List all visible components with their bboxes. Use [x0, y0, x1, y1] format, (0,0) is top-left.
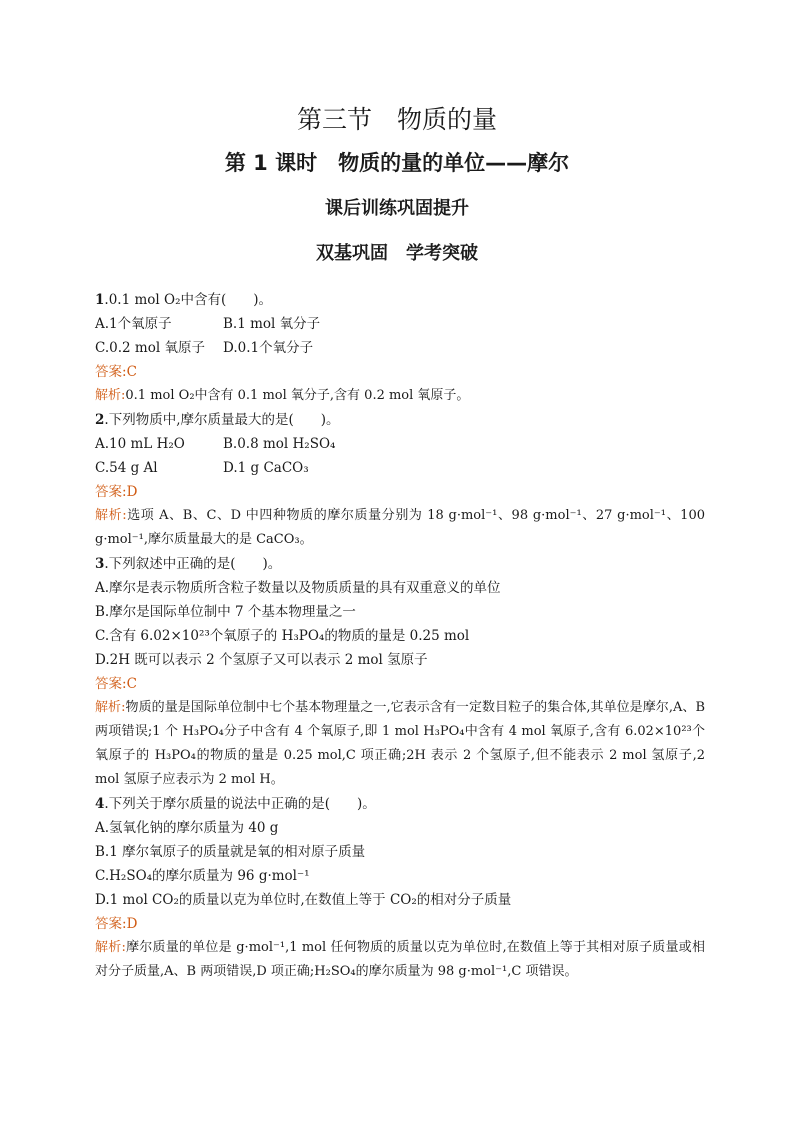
part-title: 双基巩固 学考突破 [316, 243, 478, 264]
answer-colon: : [122, 364, 127, 380]
answer-label: 答案 [95, 364, 122, 380]
subtitle: 课后训练巩固提升 [325, 198, 469, 219]
answer-colon: : [122, 676, 127, 692]
question-list [95, 288, 705, 984]
answer-value: D [126, 484, 138, 500]
answer-line [95, 912, 705, 936]
question-number: 4 [95, 796, 105, 812]
question-2 [95, 408, 705, 552]
option-a: A.10 mL H₂O [95, 436, 185, 452]
question-number: 2 [95, 412, 105, 428]
option-d: D.1 g CaCO₃ [223, 460, 309, 476]
option-d: D.0.1个氧分子 [223, 340, 314, 356]
question-3 [95, 552, 705, 792]
question-stem [95, 408, 705, 432]
option-b: B.0.8 mol H₂SO₄ [223, 436, 336, 452]
option-a: A.摩尔是表示物质所含粒子数量以及物质质量的具有双重意义的单位 [95, 580, 501, 596]
answer-value: C [126, 364, 137, 380]
question-stem [95, 552, 705, 576]
explanation [95, 384, 705, 408]
explanation-label: 解析 [95, 388, 122, 403]
explanation [95, 504, 705, 552]
question-text: .下列关于摩尔质量的说法中正确的是( )。 [104, 796, 376, 812]
option-c: C.0.2 mol 氧原子 [95, 340, 205, 356]
explanation-text: 选项 A、B、C、D 中四种物质的摩尔质量分别为 18 g·mol⁻¹、98 g·mol⁻¹、27 g·mol⁻¹、100 g·mol⁻¹,摩尔质量最大的是 CaCO₃。 [95, 508, 705, 547]
question-text: .下列叙述中正确的是( )。 [104, 556, 282, 572]
question-stem [95, 288, 705, 312]
option-a: A.1个氧原子 [95, 316, 172, 332]
option-row [95, 312, 705, 336]
question-number: 3 [95, 556, 105, 572]
question-4 [95, 792, 705, 984]
question-stem [95, 792, 705, 816]
option-c: C.54 g Al [95, 460, 158, 476]
explanation [95, 696, 705, 792]
answer-colon: : [122, 484, 127, 500]
explanation-colon: : [121, 388, 126, 403]
option-b: B.摩尔是国际单位制中 7 个基本物理量之一 [95, 604, 356, 620]
answer-value: C [126, 676, 137, 692]
answer-label: 答案 [95, 916, 122, 932]
section-title: 第三节 物质的量 [296, 105, 497, 134]
question-1 [95, 288, 705, 408]
answer-line [95, 480, 705, 504]
explanation-label: 解析 [95, 508, 123, 523]
explanation-text: 物质的量是国际单位制中七个基本物理量之一,它表示含有一定数目粒子的集合体,其单位是摩尔,A、B 两项错误;1 个 H₃PO₄分子中含有 4 个氧原子,即 1 mol H₃PO₄中含有 4 mol 氧原子,含有 6.02×10²³个氧原子的 H₃PO₄的物质的量是 0.25 mol,C 项正确;2H 表示 2 个氢原子,但不能表示 2 mol 氢原子,2 mol 氢原子应表示为 2 mol H。 [95, 700, 705, 787]
explanation-text: 0.1 mol O₂中含有 0.1 mol 氧分子,含有 0.2 mol 氧原子。 [125, 388, 470, 403]
option-b: B.1 mol 氧分子 [223, 316, 321, 332]
explanation-colon: : [122, 508, 127, 523]
question-text: .下列物质中,摩尔质量最大的是( )。 [104, 412, 340, 428]
option-c: C.H₂SO₄的摩尔质量为 96 g·mol⁻¹ [95, 868, 310, 884]
explanation-label: 解析 [95, 940, 122, 955]
answer-colon: : [122, 916, 127, 932]
answer-line [95, 360, 705, 384]
option-d: D.1 mol CO₂的质量以克为单位时,在数值上等于 CO₂的相对分子质量 [95, 892, 512, 908]
explanation-colon: : [121, 940, 126, 955]
option-b: B.1 摩尔氧原子的质量就是氧的相对原子质量 [95, 844, 366, 860]
answer-value: D [126, 916, 138, 932]
option-d: D.2H 既可以表示 2 个氢原子又可以表示 2 mol 氢原子 [95, 652, 428, 668]
option-row [95, 336, 705, 360]
answer-line [95, 672, 705, 696]
title-block [0, 100, 794, 276]
question-text: .0.1 mol O₂中含有( )。 [104, 292, 273, 308]
answer-label: 答案 [95, 676, 122, 692]
explanation [95, 936, 705, 984]
option-row [95, 432, 705, 456]
explanation-text: 摩尔质量的单位是 g·mol⁻¹,1 mol 任何物质的质量以克为单位时,在数值上等于其相对原子质量或相对分子质量,A、B 两项错误,D 项正确;H₂SO₄的摩尔质量为 98 g·mol⁻¹,C 项错误。 [95, 940, 705, 979]
option-c: C.含有 6.02×10²³个氧原子的 H₃PO₄的物质的量是 0.25 mol [95, 628, 470, 644]
explanation-label: 解析 [95, 700, 122, 715]
lesson-title: 第 1 课时 物质的量的单位——摩尔 [224, 151, 570, 175]
option-row [95, 456, 705, 480]
explanation-colon: : [121, 700, 126, 715]
option-a: A.氢氧化钠的摩尔质量为 40 g [95, 820, 279, 836]
question-number: 1 [95, 292, 105, 308]
answer-label: 答案 [95, 484, 122, 500]
